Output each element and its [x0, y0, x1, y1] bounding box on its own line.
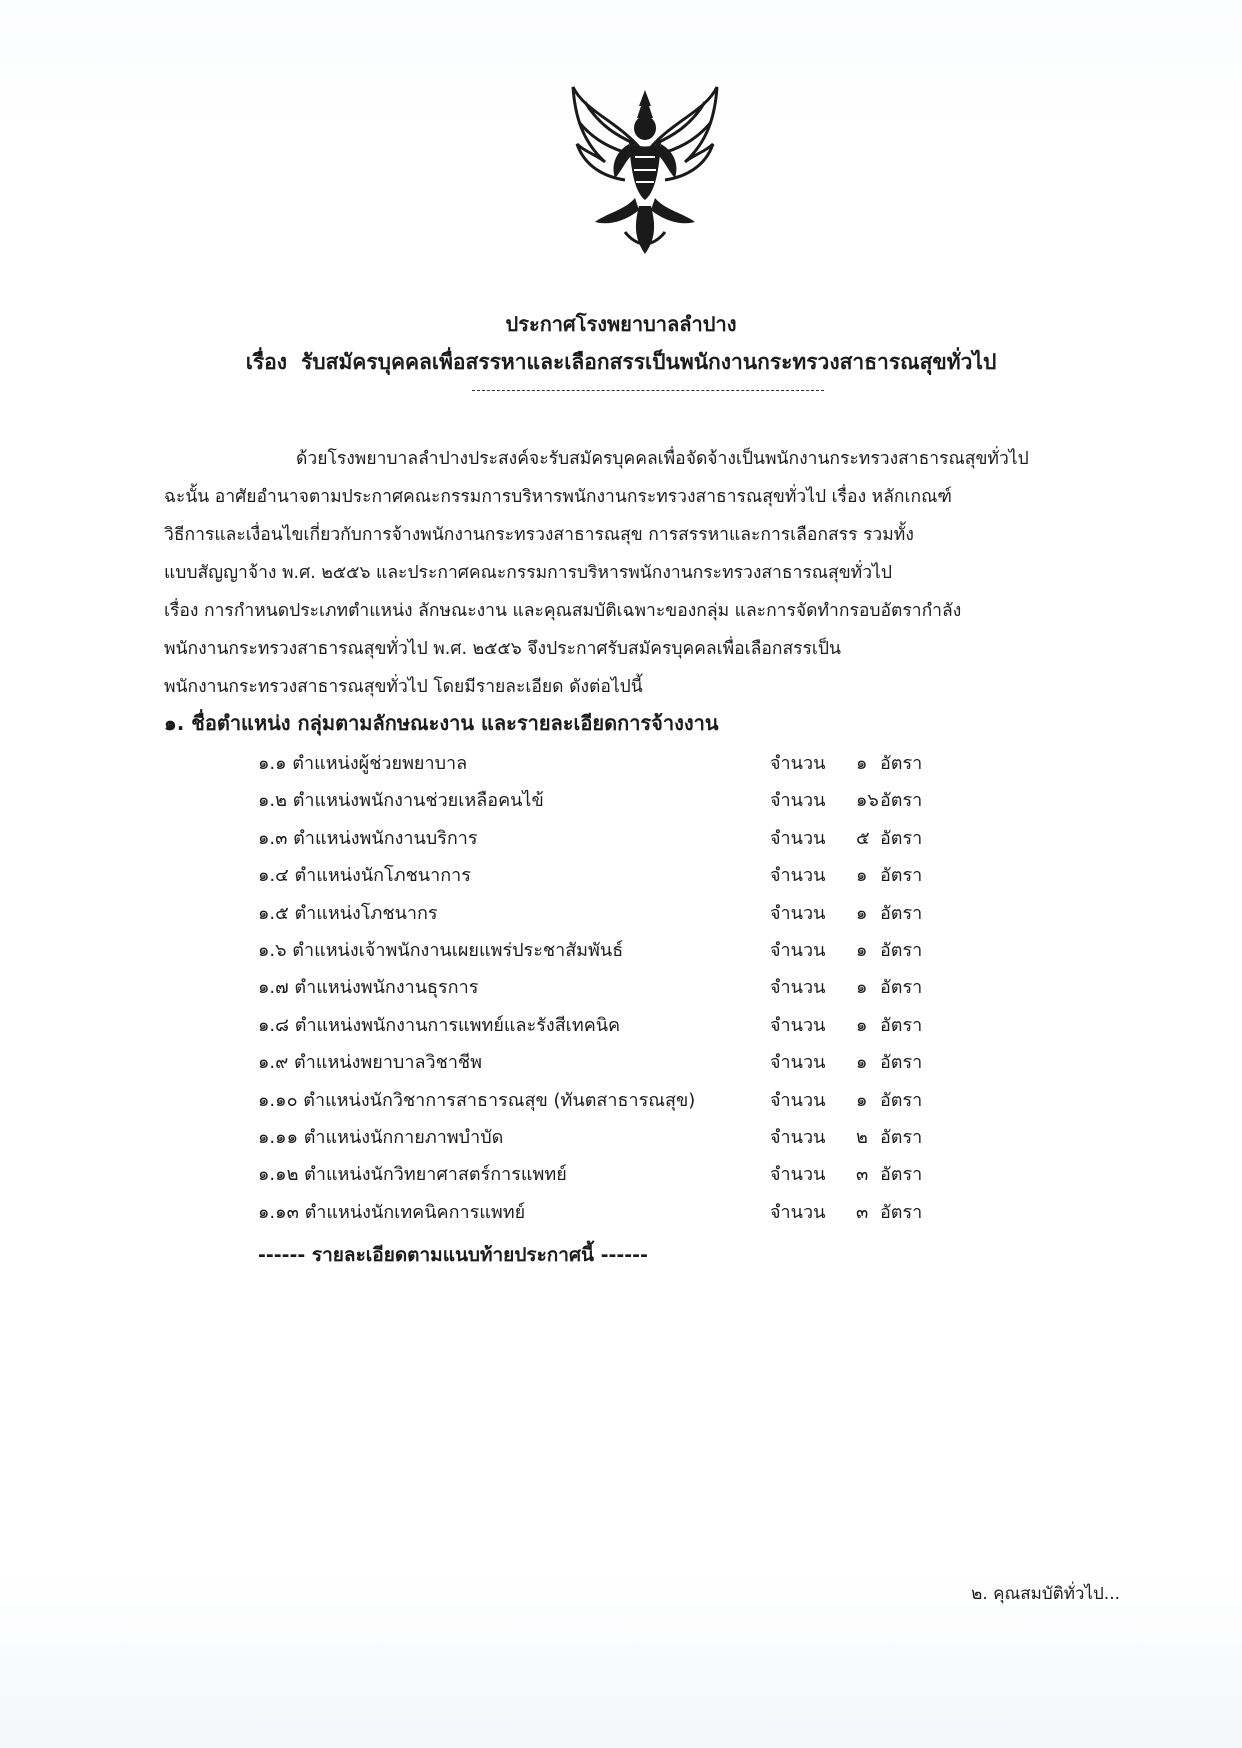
position-count: ๒	[856, 1126, 868, 1148]
title-divider	[472, 390, 824, 391]
position-name: ๑.๔ ตำแหน่งนักโภชนาการ	[258, 865, 471, 887]
position-name: ๑.๑๐ ตำแหน่งนักวิชาการสาธารณสุข (ทันตสาธารณสุข)	[258, 1089, 696, 1111]
position-count: ๕	[856, 827, 870, 849]
document-title: ประกาศโรงพยาบาลลำปาง	[505, 312, 737, 336]
body-line: ฉะนั้น อาศัยอำนาจตามประกาศคณะกรรมการบริหารพนักงานกระทรวงสาธารณสุขทั่วไป เรื่อง หลักเกณฑ์	[164, 487, 952, 507]
positions-list	[258, 742, 958, 1228]
position-name: ๑.๑๒ ตำแหน่งนักวิทยาศาสตร์การแพทย์	[258, 1164, 567, 1186]
position-unit: อัตรา	[880, 1014, 923, 1036]
position-count: ๑	[856, 939, 868, 961]
position-row	[258, 1079, 958, 1116]
position-unit: อัตรา	[880, 1164, 923, 1186]
body-line: ด้วยโรงพยาบาลลำปางประสงค์จะรับสมัครบุคคลเพื่อจัดจ้างเป็นพนักงานกระทรวงสาธารณสุขทั่วไป	[296, 449, 1029, 469]
position-count: ๑	[856, 977, 868, 999]
position-row	[258, 1153, 958, 1190]
position-row	[258, 779, 958, 816]
attachment-note: ------ รายละเอียดตามแนบท้ายประกาศนี้ ------	[258, 1244, 648, 1266]
position-count-label: จำนวน	[770, 865, 826, 887]
position-unit: อัตรา	[880, 1089, 923, 1111]
position-count-label: จำนวน	[770, 1164, 826, 1186]
body-line: เรื่อง การกำหนดประเภทตำแหน่ง ลักษณะงาน และคุณสมบัติเฉพาะของกลุ่ม และการจัดทำกรอบอัตรากำลัง	[164, 601, 962, 621]
position-name: ๑.๙ ตำแหน่งพยาบาลวิชาชีพ	[258, 1052, 483, 1074]
position-unit: อัตรา	[880, 827, 923, 849]
position-unit: อัตรา	[880, 1126, 923, 1148]
position-count: ๑	[856, 865, 868, 887]
position-count-label: จำนวน	[770, 902, 826, 924]
position-count-label: จำนวน	[770, 1089, 826, 1111]
body-line: วิธีการและเงื่อนไขเกี่ยวกับการจ้างพนักงานกระทรวงสาธารณสุข การสรรหาและการเลือกสรร รวมทั้ง	[164, 525, 914, 545]
position-unit: อัตรา	[880, 939, 923, 961]
position-row	[258, 1116, 958, 1153]
position-unit: อัตรา	[880, 790, 923, 812]
position-row	[258, 817, 958, 854]
position-name: ๑.๗ ตำแหน่งพนักงานธุรการ	[258, 977, 479, 999]
position-row	[258, 742, 958, 779]
position-row	[258, 929, 958, 966]
position-row	[258, 1041, 958, 1078]
position-unit: อัตรา	[880, 865, 923, 887]
position-unit: อัตรา	[880, 1201, 923, 1223]
position-count-label: จำนวน	[770, 977, 826, 999]
body-line: พนักงานกระทรวงสาธารณสุขทั่วไป พ.ศ. ๒๕๕๖ จึงประกาศรับสมัครบุคคลเพื่อเลือกสรรเป็น	[164, 639, 841, 659]
garuda-emblem-icon	[565, 82, 725, 262]
position-unit: อัตรา	[880, 977, 923, 999]
position-row	[258, 854, 958, 891]
position-count: ๓	[856, 1201, 869, 1223]
position-count-label: จำนวน	[770, 790, 826, 812]
position-name: ๑.๘ ตำแหน่งพนักงานการแพทย์และรังสีเทคนิค	[258, 1014, 621, 1036]
position-count-label: จำนวน	[770, 1201, 826, 1223]
position-count: ๑	[856, 902, 868, 924]
position-count: ๑	[856, 1052, 868, 1074]
position-name: ๑.๑๑ ตำแหน่งนักกายภาพบำบัด	[258, 1126, 504, 1148]
body-line: แบบสัญญาจ้าง พ.ศ. ๒๕๕๖ และประกาศคณะกรรมการบริหารพนักงานกระทรวงสาธารณสุขทั่วไป	[164, 563, 892, 583]
position-count-label: จำนวน	[770, 1052, 826, 1074]
position-count-label: จำนวน	[770, 753, 826, 774]
subject-text: รับสมัครบุคคลเพื่อสรรหาและเลือกสรรเป็นพนักงานกระทรวงสาธารณสุขทั่วไป	[301, 350, 997, 374]
position-count: ๑	[856, 1089, 868, 1111]
position-count: ๑	[856, 1014, 868, 1036]
position-row	[258, 1004, 958, 1041]
position-count: ๑๖	[856, 790, 879, 812]
position-name: ๑.๕ ตำแหน่งโภชนากร	[258, 902, 438, 924]
position-row	[258, 966, 958, 1003]
position-name: ๑.๑ ตำแหน่งผู้ช่วยพยาบาล	[258, 753, 468, 774]
subject-label: เรื่อง	[245, 350, 288, 374]
position-unit: อัตรา	[880, 753, 923, 774]
position-count-label: จำนวน	[770, 827, 826, 849]
position-name: ๑.๒ ตำแหน่งพนักงานช่วยเหลือคนไข้	[258, 790, 544, 812]
page-continuation: ๒. คุณสมบัติทั่วไป...	[971, 1584, 1120, 1604]
position-name: ๑.๑๓ ตำแหน่งนักเทคนิคการแพทย์	[258, 1201, 526, 1223]
position-unit: อัตรา	[880, 902, 923, 924]
position-row	[258, 1191, 958, 1228]
position-count-label: จำนวน	[770, 1126, 826, 1148]
position-name: ๑.๓ ตำแหน่งพนักงานบริการ	[258, 827, 478, 849]
body-line: พนักงานกระทรวงสาธารณสุขทั่วไป โดยมีรายละเอียด ดังต่อไปนี้	[164, 677, 643, 697]
position-unit: อัตรา	[880, 1052, 923, 1074]
position-count-label: จำนวน	[770, 1014, 826, 1036]
position-row	[258, 892, 958, 929]
position-name: ๑.๖ ตำแหน่งเจ้าพนักงานเผยแพร่ประชาสัมพันธ์	[258, 939, 624, 961]
position-count: ๑	[856, 753, 868, 774]
section-1-heading: ๑. ชื่อตำแหน่ง กลุ่มตามลักษณะงาน และรายละเอียดการจ้างงาน	[164, 711, 719, 735]
position-count-label: จำนวน	[770, 939, 826, 961]
position-count: ๓	[856, 1164, 869, 1186]
document-subject	[0, 346, 1242, 379]
